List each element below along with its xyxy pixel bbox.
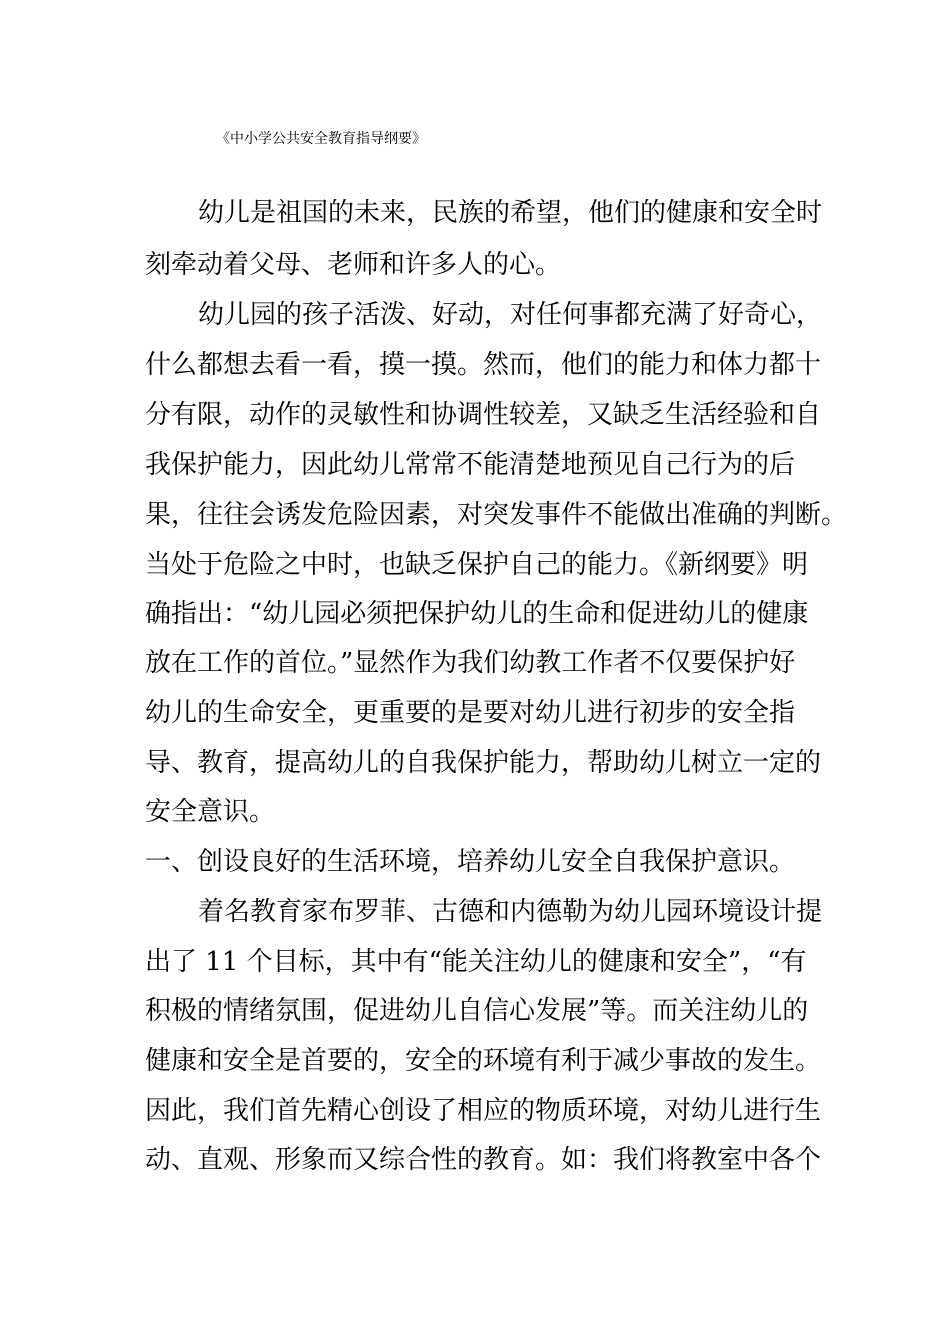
- text-line: 积极的情绪氛围，促进幼儿自信心发展”等。而关注幼儿的: [145, 996, 809, 1026]
- text-line: 果，往往会诱发危险因素，对突发事件不能做出准确的判断。: [145, 500, 848, 530]
- text-line: 我保护能力，因此幼儿常常不能清楚地预见自己行为的后: [145, 450, 796, 480]
- text-line: 刻牵动着父母、老师和许多人的心。: [145, 250, 562, 280]
- text-line: 幼儿园的孩子活泼、好动，对任何事都充满了好奇心，: [198, 300, 823, 330]
- text-line: 分有限，动作的灵敏性和协调性较差，又缺乏生活经验和自: [145, 400, 822, 430]
- text-line: 出了 11 个目标，其中有“能关注幼儿的健康和安全”，“有: [145, 947, 807, 977]
- text-line: 安全意识。: [145, 797, 276, 827]
- text-line: 健康和安全是首要的，安全的环境有利于减少事故的发生。: [145, 1046, 822, 1076]
- text-line: 动、直观、形象而又综合性的教育。如：我们将教室中各个: [145, 1145, 822, 1175]
- text-line: 放在工作的首位。”显然作为我们幼教工作者不仅要保护好: [145, 648, 796, 678]
- text-line: 因此，我们首先精心创设了相应的物质环境，对幼儿进行生: [145, 1096, 822, 1126]
- text-line: 什么都想去看一看，摸一摸。然而，他们的能力和体力都十: [145, 350, 822, 380]
- text-line: 确指出：“幼儿园必须把保护幼儿的生命和促进幼儿的健康: [145, 599, 809, 629]
- text-line: 幼儿是祖国的未来，民族的希望，他们的健康和安全时: [198, 198, 823, 228]
- text-line: 幼儿的生命安全，更重要的是要对幼儿进行初步的安全指: [145, 698, 796, 728]
- document-title: 《中小学公共安全教育指导纲要》: [216, 131, 426, 147]
- section-heading: 一、创设良好的生活环境，培养幼儿安全自我保护意识。: [145, 847, 796, 877]
- text-line: 当处于危险之中时，也缺乏保护自己的能力。《新纲要》明: [145, 550, 809, 580]
- text-line: 着名教育家布罗菲、古德和内德勒为幼儿园环境设计提: [198, 897, 823, 927]
- text-line: 导、教育，提高幼儿的自我保护能力，帮助幼儿树立一定的: [145, 748, 822, 778]
